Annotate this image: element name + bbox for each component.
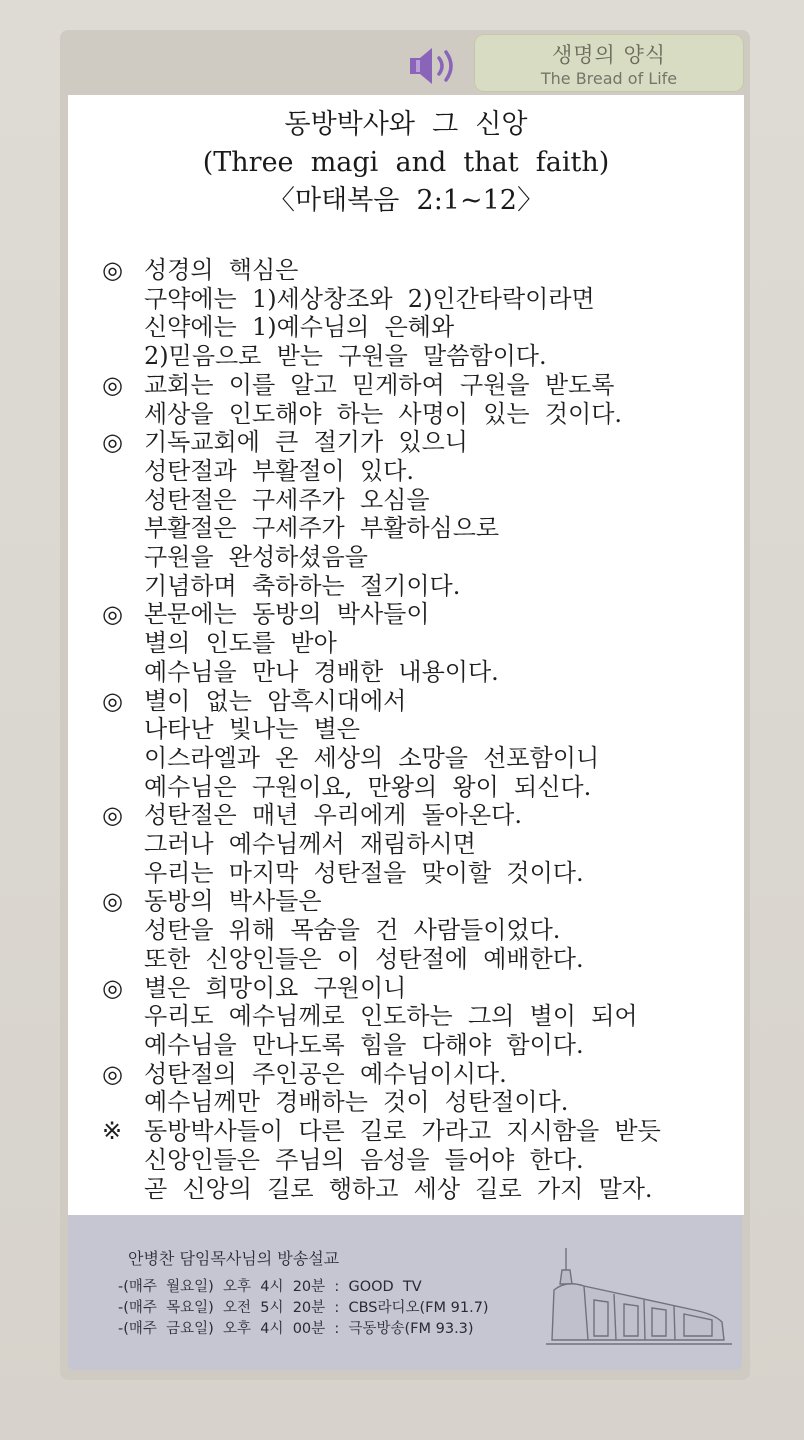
outline-item bbox=[102, 887, 732, 973]
outline-line: 이스라엘과 온 세상의 소망을 선포함이니 bbox=[144, 743, 600, 772]
bullet-marker: ◎ bbox=[102, 887, 123, 916]
outline-item-text bbox=[144, 687, 732, 802]
outline-item-text bbox=[144, 801, 732, 887]
outline-item bbox=[102, 974, 732, 1060]
note-marker: ※ bbox=[102, 1117, 123, 1146]
speaker-icon[interactable] bbox=[406, 44, 468, 88]
outline-line: 별은 희망이요 구원이니 bbox=[144, 973, 407, 1002]
schedule-line: -(매주 금요일) 오후 4시 00분 : 극동방송(FM 93.3) bbox=[118, 1321, 474, 1337]
bullet-marker: ◎ bbox=[102, 370, 123, 399]
outline-line: 곧 신앙의 길로 행하고 세상 길로 가지 말자. bbox=[144, 1174, 653, 1203]
bullet-marker: ◎ bbox=[102, 973, 123, 1002]
outline-line: 부활절은 구세주가 부활하심으로 bbox=[144, 514, 500, 543]
bullet-marker: ◎ bbox=[102, 600, 123, 629]
outline-line: 신약에는 1)예수님의 은혜와 bbox=[144, 313, 455, 342]
outline-line: 기념하며 축하하는 절기이다. bbox=[144, 571, 461, 600]
outline-line: 우리는 마지막 성탄절을 맞이할 것이다. bbox=[144, 858, 584, 887]
outline-line: 그러나 예수님께서 재림하시면 bbox=[144, 830, 476, 859]
outline-item bbox=[102, 256, 732, 371]
outline-line: 성탄절과 부활절이 있다. bbox=[144, 456, 414, 485]
outline-line: 구원을 완성하셨음을 bbox=[144, 543, 368, 572]
outline-item bbox=[102, 371, 732, 428]
bullet-marker: ◎ bbox=[102, 428, 123, 457]
outline-line: 예수님을 만나 경배한 내용이다. bbox=[144, 657, 499, 686]
brand-korean: 생명의 양식 bbox=[551, 43, 667, 67]
outline-item-text bbox=[144, 428, 732, 600]
outline-line: 예수님을 만나도록 힘을 다해야 함이다. bbox=[144, 1030, 584, 1059]
outline-line: 우리도 예수님께로 인도하는 그의 별이 되어 bbox=[144, 1002, 638, 1031]
outline-line: 신앙인들은 주님의 음성을 들어야 한다. bbox=[144, 1145, 584, 1174]
outline-item bbox=[102, 801, 732, 887]
outline-item-text bbox=[144, 974, 732, 1060]
outline-line: 별의 인도를 받아 bbox=[144, 629, 337, 658]
bullet-marker: ◎ bbox=[102, 801, 123, 830]
title-scripture: 〈마태복음 2:1~12〉 bbox=[268, 185, 544, 216]
sermon-outline bbox=[102, 256, 732, 1203]
broadcast-info bbox=[118, 1246, 558, 1340]
outline-line: 교회는 이를 알고 믿게하여 구원을 받도록 bbox=[144, 370, 615, 399]
schedule-line: -(매주 목요일) 오전 5시 20분 : CBS라디오(FM 91.7) bbox=[118, 1300, 489, 1316]
outline-item bbox=[102, 1060, 732, 1117]
outline-line: 성탄을 위해 목숨을 건 사람들이었다. bbox=[144, 916, 561, 945]
outline-item-text bbox=[144, 1060, 732, 1117]
outline-line: 2)믿음으로 받는 구원을 말씀함이다. bbox=[144, 342, 547, 371]
outline-line: 성탄절은 구세주가 오심을 bbox=[144, 485, 430, 514]
outline-line: 예수님은 구원이요, 만왕의 왕이 되신다. bbox=[144, 772, 592, 801]
outline-item-text bbox=[144, 600, 732, 686]
outline-item bbox=[102, 687, 732, 802]
outline-line: 세상을 인도해야 하는 사명이 있는 것이다. bbox=[144, 399, 623, 428]
outline-line: 성탄절의 주인공은 예수님이시다. bbox=[144, 1059, 507, 1088]
outline-line: 성경의 핵심은 bbox=[144, 256, 299, 284]
outline-line: 동방의 박사들은 bbox=[144, 887, 322, 916]
outline-line: 별이 없는 암흑시대에서 bbox=[144, 686, 407, 715]
schedule-line: -(매주 월요일) 오후 4시 20분 : GOOD TV bbox=[118, 1279, 422, 1295]
bullet-marker: ◎ bbox=[102, 1059, 123, 1088]
church-illustration bbox=[544, 1240, 734, 1350]
broadcast-heading: 안병찬 담임목사님의 방송설교 bbox=[128, 1249, 340, 1268]
bullet-marker: ◎ bbox=[102, 686, 123, 715]
outline-line: 성탄절은 매년 우리에게 돌아온다. bbox=[144, 801, 522, 830]
sermon-title bbox=[68, 106, 744, 220]
outline-item-text bbox=[144, 1117, 732, 1203]
outline-line: 구약에는 1)세상창조와 2)인간타락이라면 bbox=[144, 284, 595, 313]
outline-item bbox=[102, 600, 732, 686]
outline-line: 동방박사들이 다른 길로 가라고 지시함을 받듯 bbox=[144, 1117, 661, 1146]
title-korean: 동방박사와 그 신앙 bbox=[284, 109, 528, 140]
outline-item-text bbox=[144, 887, 732, 973]
outline-item bbox=[102, 1117, 732, 1203]
outline-line: 나타난 빛나는 별은 bbox=[144, 715, 360, 744]
outline-line: 예수님께만 경배하는 것이 성탄절이다. bbox=[144, 1088, 569, 1117]
outline-line: 본문에는 동방의 박사들이 bbox=[144, 600, 430, 629]
outline-line: 또한 신앙인들은 이 성탄절에 예배한다. bbox=[144, 944, 584, 973]
outline-item bbox=[102, 428, 732, 600]
outline-item-text bbox=[144, 371, 732, 428]
brand-badge bbox=[474, 34, 744, 92]
outline-line: 기독교회에 큰 절기가 있으니 bbox=[144, 428, 468, 457]
brand-english: The Bread of Life bbox=[540, 69, 678, 88]
outline-item-text bbox=[144, 256, 732, 371]
title-english: (Three magi and that faith) bbox=[202, 147, 610, 178]
bullet-marker: ◎ bbox=[102, 256, 123, 284]
